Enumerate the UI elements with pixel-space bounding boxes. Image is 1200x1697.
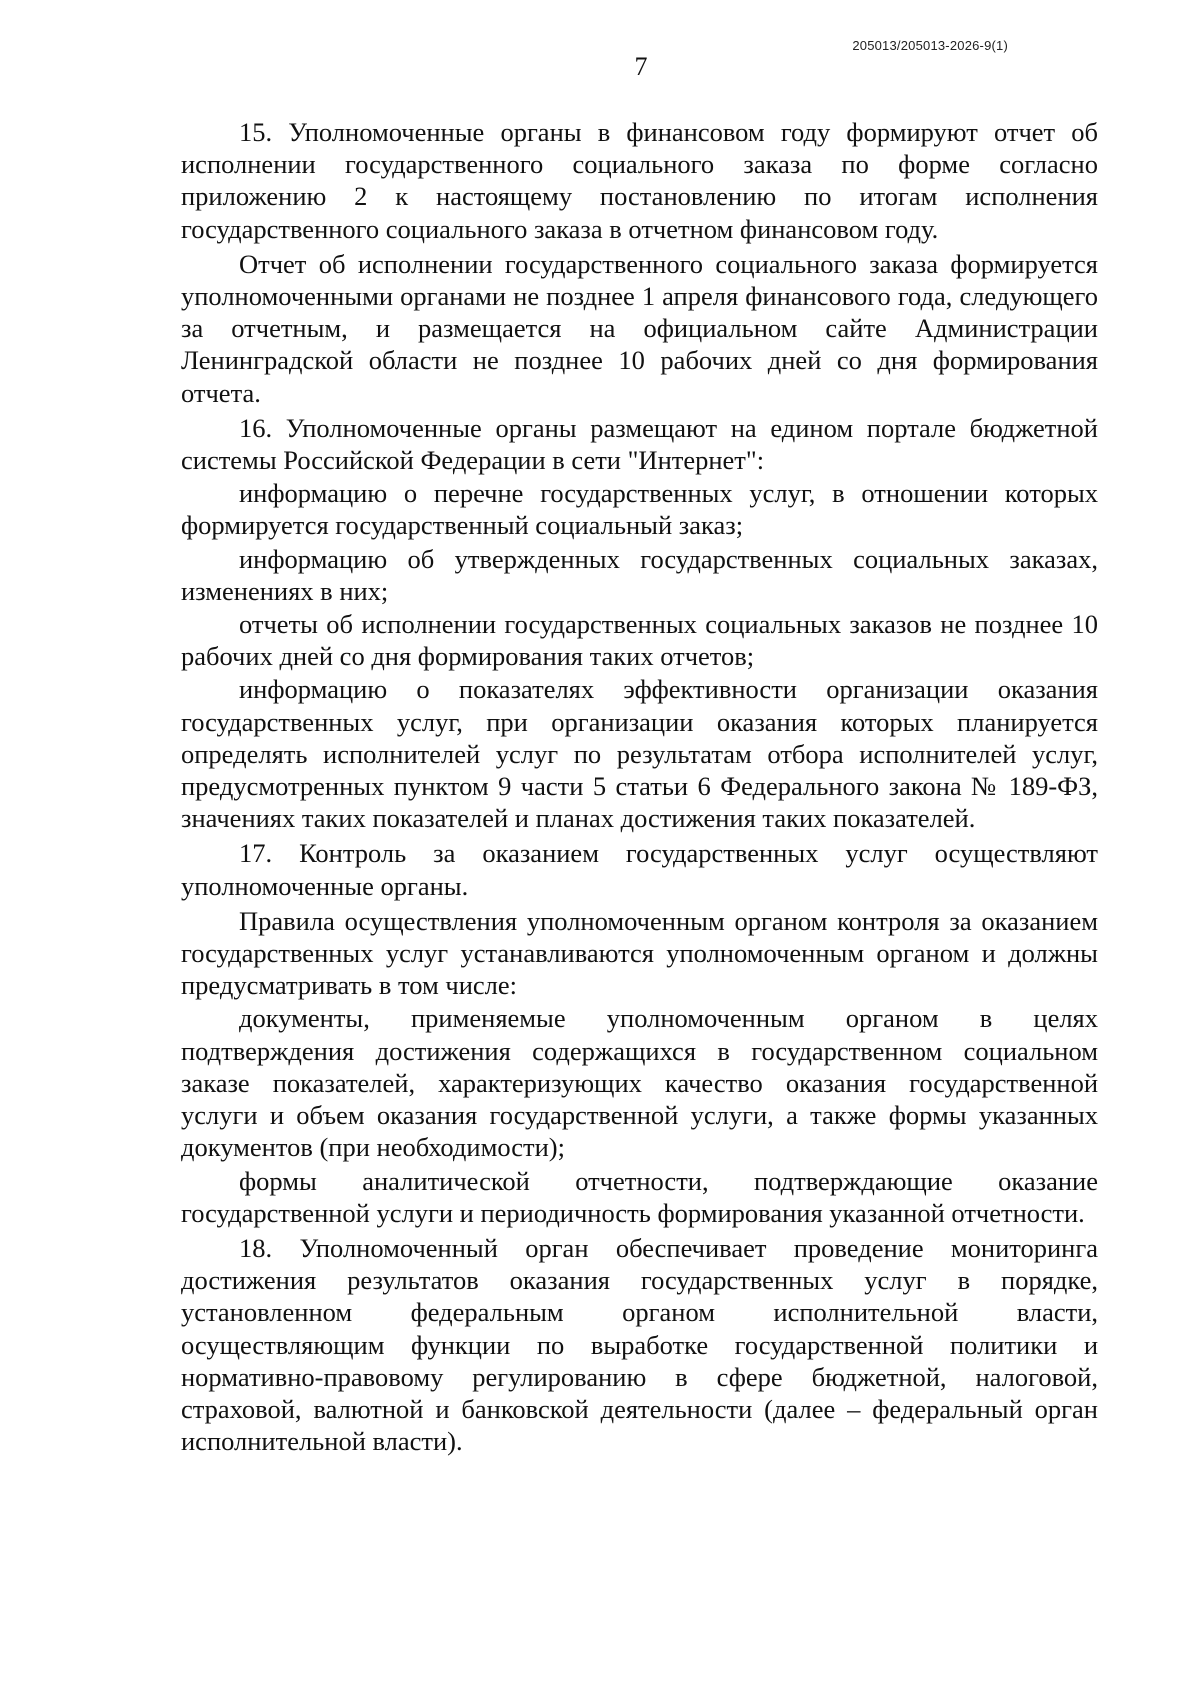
paragraph-17: 17. Контроль за оказанием государственных услуг осуществляют уполномоченные органы.: [181, 838, 1098, 901]
list-item-approved-orders-info: информацию об утвержденных государственных социальных заказах, изменениях в них;: [181, 543, 1098, 606]
list-item-efficiency-indicators: информацию о показателях эффективности организации оказания государственных услуг, при организации оказания которых планируется определять исполнителей услуг по результатам отбора исполнителей услуг, предусмотренных пунктом 9 части 5 статьи 6 Федерального закона № 189-ФЗ, значениях таких показателей и планах достижения таких показателей.: [181, 674, 1098, 834]
document-registration-number: 205013/205013-2026-9(1): [852, 38, 1008, 53]
document-body: [181, 116, 1098, 1460]
paragraph-15: 15. Уполномоченные органы в финансовом году формируют отчет об исполнении государственного социального заказа по форме согласно приложению 2 к настоящему постановлению по итогам исполнения государственного социального заказа в отчетном финансовом году.: [181, 117, 1098, 244]
list-item-services-list-info: информацию о перечне государственных услуг, в отношении которых формируется государственный социальный заказ;: [181, 478, 1098, 541]
paragraph-control-rules: Правила осуществления уполномоченным органом контроля за оказанием государственных услуг устанавливаются уполномоченным органом и должны предусматривать в том числе:: [181, 905, 1098, 1001]
list-item-documents: документы, применяемые уполномоченным органом в целях подтверждения достижения содержащихся в государственном социальном заказе показателей, характеризующих качество оказания государственной услуги и объем оказания государственной услуги, а также формы указанных документов (при необходимости);: [181, 1003, 1098, 1163]
paragraph-report-deadline: Отчет об исполнении государственного социального заказа формируется уполномоченными органами не позднее 1 апреля финансового года, следующего за отчетным, и размещается на официальном сайте Администрации Ленинградской области не позднее 10 рабочих дней со дня формирования отчета.: [181, 248, 1098, 408]
list-item-analytical-reports: формы аналитической отчетности, подтверждающие оказание государственной услуги и периодичность формирования указанной отчетности.: [181, 1165, 1098, 1228]
page-number: 7: [634, 52, 648, 81]
paragraph-18: 18. Уполномоченный орган обеспечивает проведение мониторинга достижения результатов оказания государственных услуг в порядке, установленном федеральным органом исполнительной власти, осуществляющим функции по выработке государственной политики и нормативно-правовому регулированию в сфере бюджетной, налоговой, страховой, валютной и банковской деятельности (далее – федеральный орган исполнительной власти).: [181, 1232, 1098, 1457]
list-item-execution-reports: отчеты об исполнении государственных социальных заказов не позднее 10 рабочих дней со дня формирования таких отчетов;: [181, 609, 1098, 672]
paragraph-16: 16. Уполномоченные органы размещают на едином портале бюджетной системы Российской Федерации в сети "Интернет":: [181, 412, 1098, 476]
